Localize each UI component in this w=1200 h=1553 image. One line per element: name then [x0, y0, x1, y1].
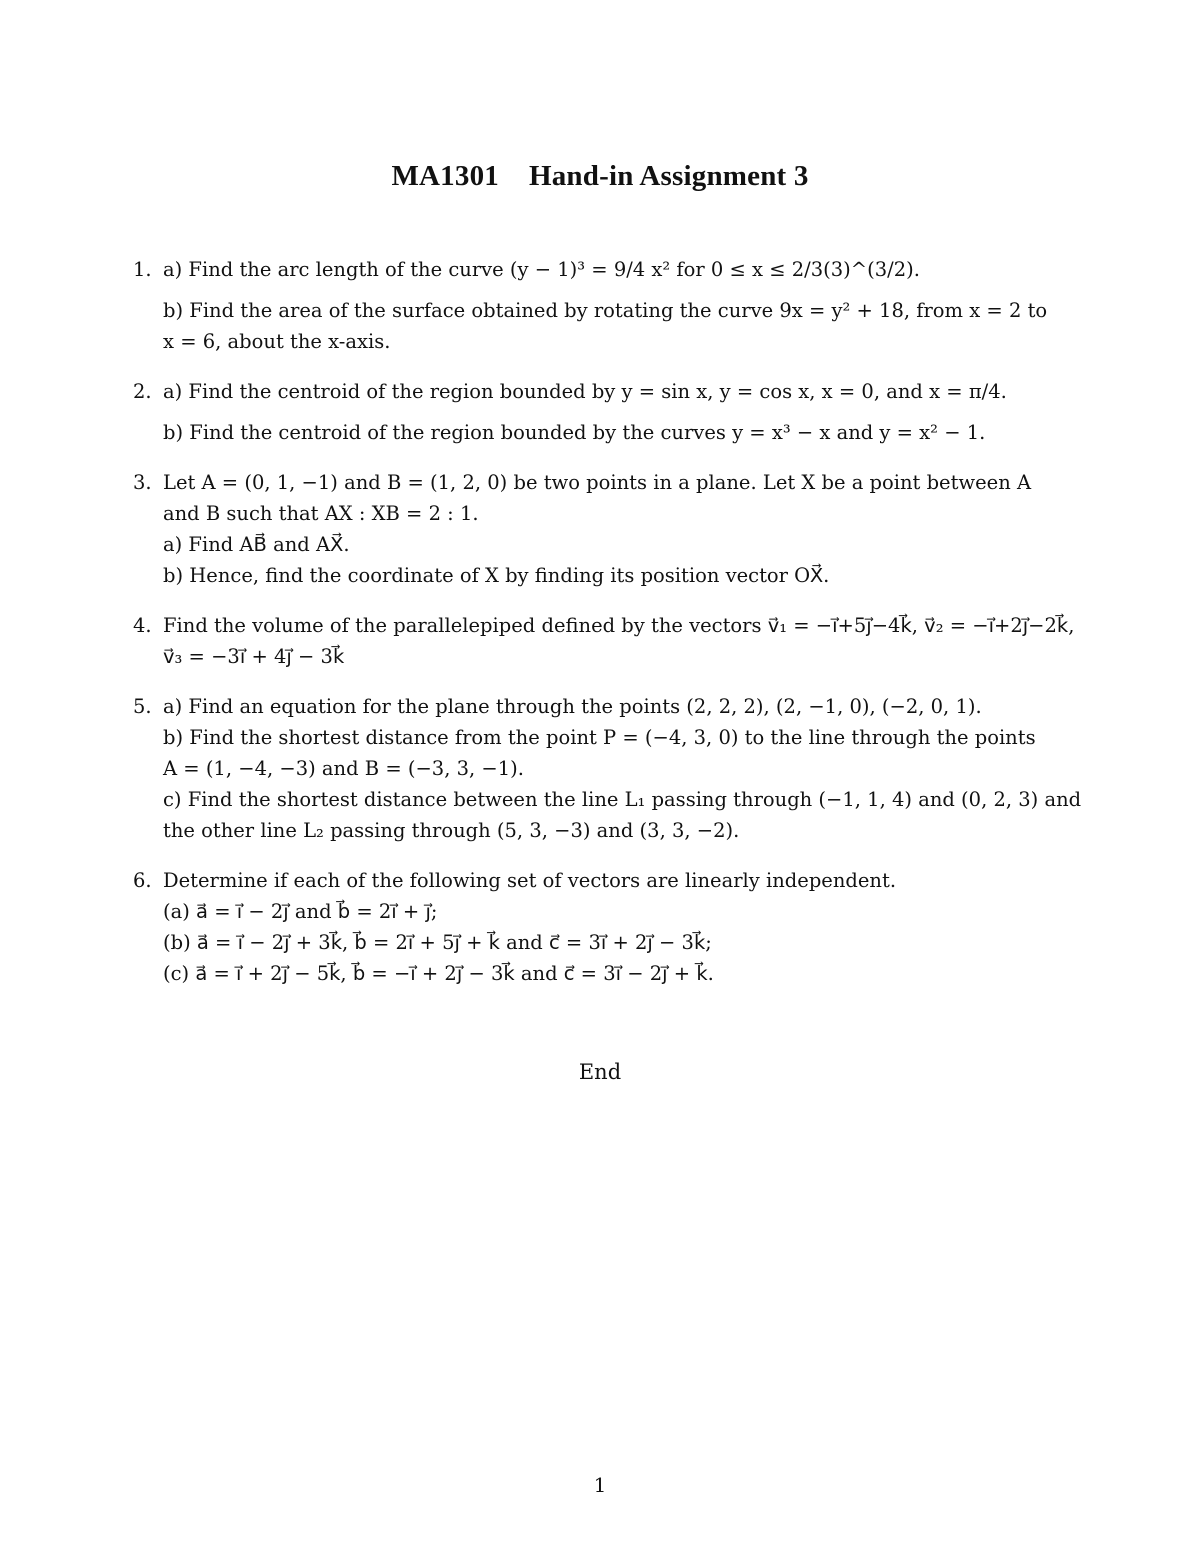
end-marker: End	[578, 1060, 622, 1084]
question-line: A = (1, −4, −3) and B = (−3, 3, −1).	[163, 757, 524, 780]
question-line: (b) a⃗ = i⃗ − 2j⃗ + 3k⃗, b⃗ = 2i⃗ + 5j⃗ + k⃗ and c⃗ = 3i⃗ + 2j⃗ − 3k⃗;	[163, 931, 712, 954]
question-2	[133, 376, 1099, 448]
question-number: 6.	[133, 869, 152, 892]
question-5	[133, 691, 1099, 846]
question-line: Let A = (0, 1, −1) and B = (1, 2, 0) be two points in a plane. Let X be a point between A	[163, 471, 1032, 494]
question-number: 1.	[133, 258, 152, 281]
page-title	[0, 160, 1200, 193]
question-4	[133, 610, 1099, 672]
question-line: b) Hence, find the coordinate of X by finding its position vector OX⃗.	[163, 564, 830, 587]
question-line: x = 6, about the x-axis.	[163, 330, 391, 353]
question-line: c) Find the shortest distance between the line L₁ passing through (−1, 1, 4) and (0, 2, 3) and	[163, 788, 1082, 811]
question-line: Find the volume of the parallelepiped defined by the vectors v⃗₁ = −i⃗+5j⃗−4k⃗, v⃗₂ = −i⃗+2j⃗−2k⃗,	[163, 614, 1075, 637]
question-number: 2.	[133, 380, 152, 403]
question-1	[133, 254, 1099, 357]
question-number: 5.	[133, 695, 152, 718]
question-line: a) Find an equation for the plane through the points (2, 2, 2), (2, −1, 0), (−2, 0, 1).	[163, 695, 982, 718]
question-line: a) Find the arc length of the curve (y − 1)³ = 9/4 x² for 0 ≤ x ≤ 2/3(3)^(3/2).	[163, 258, 920, 281]
question-line: Determine if each of the following set of vectors are linearly independent.	[163, 869, 897, 892]
question-number: 4.	[133, 614, 152, 637]
question-number: 3.	[133, 471, 152, 494]
question-line: (c) a⃗ = i⃗ + 2j⃗ − 5k⃗, b⃗ = −i⃗ + 2j⃗ − 3k⃗ and c⃗ = 3i⃗ − 2j⃗ + k⃗.	[163, 962, 714, 985]
question-line: v⃗₃ = −3i⃗ + 4j⃗ − 3k⃗	[163, 645, 345, 668]
question-line: b) Find the area of the surface obtained by rotating the curve 9x = y² + 18, from x = 2 to	[163, 299, 1048, 322]
question-line: b) Find the centroid of the region bounded by the curves y = x³ − x and y = x² − 1.	[163, 421, 986, 444]
page-number: 1	[593, 1473, 607, 1497]
question-list	[133, 254, 1099, 1008]
question-line: and B such that AX : XB = 2 : 1.	[163, 502, 479, 525]
question-3	[133, 467, 1099, 591]
question-6	[133, 865, 1099, 989]
question-line: a) Find the centroid of the region bounded by y = sin x, y = cos x, x = 0, and x = π/4.	[163, 380, 1007, 403]
question-line: (a) a⃗ = i⃗ − 2j⃗ and b⃗ = 2i⃗ + j⃗;	[163, 900, 438, 923]
question-line: b) Find the shortest distance from the point P = (−4, 3, 0) to the line through the points	[163, 726, 1036, 749]
question-line: a) Find AB⃗ and AX⃗.	[163, 533, 350, 556]
question-line: the other line L₂ passing through (5, 3, −3) and (3, 3, −2).	[163, 819, 740, 842]
title-course: MA1301	[391, 160, 499, 192]
title-text: Hand-in Assignment 3	[528, 160, 809, 192]
